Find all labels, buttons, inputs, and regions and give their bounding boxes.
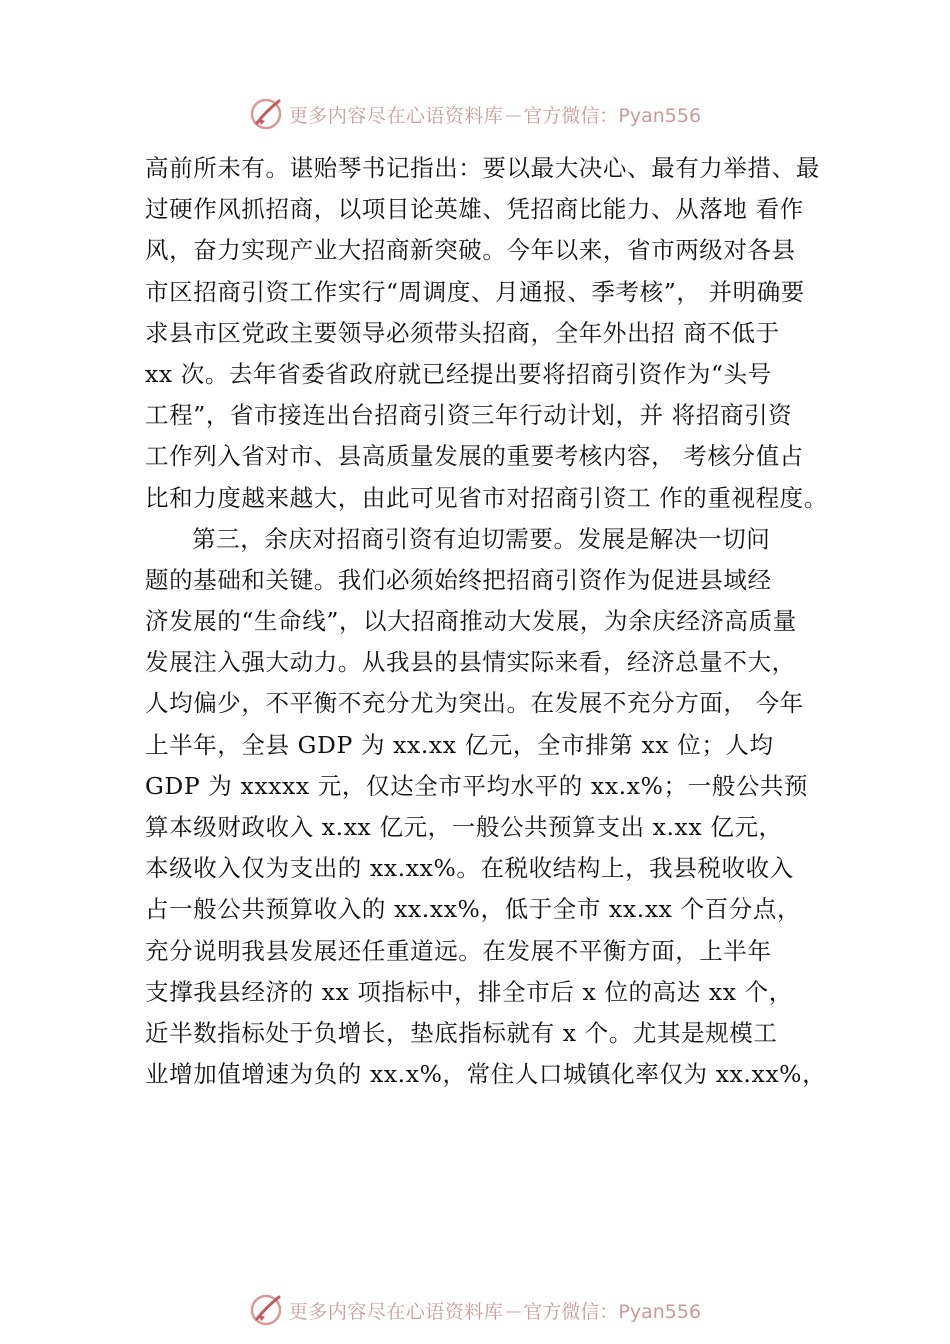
body-line: 工程”，省市接连出台招商引资三年行动计划，并 将招商引资 — [145, 401, 793, 430]
library-logo-icon — [249, 97, 283, 131]
paragraph-start-line: 第三，余庆对招商引资有迫切需要。发展是解决一切问 — [192, 524, 771, 553]
header-banner — [0, 94, 950, 134]
body-line: 比和力度越来越大，由此可见省市对招商引资工 作的重视程度。 — [145, 483, 828, 512]
footer-banner-text: 更多内容尽在心语资料库 — [288, 1300, 504, 1323]
body-line: 上半年，全县 GDP 为 xx.xx 亿元，全市排第 xx 位；人均 — [145, 730, 774, 759]
body-line: 充分说明我县发展还任重道远。在发展不平衡方面，上半年 — [145, 936, 772, 965]
body-line: xx 次。去年省委省政府就已经提出要将招商引资作为“头号 — [145, 359, 772, 388]
body-line: 求县市区党政主要领导必须带头招商，全年外出招 商不低于 — [145, 318, 780, 347]
body-line: 市区招商引资工作实行“周调度、月通报、季考核”， 并明确要 — [145, 277, 805, 306]
body-line: 题的基础和关键。我们必须始终把招商引资作为促进县域经 — [145, 565, 772, 594]
footer-banner — [0, 1290, 950, 1330]
body-line: GDP 为 xxxxx 元，仅达全市平均水平的 xx.x%；一般公共预 — [145, 771, 809, 800]
body-line: 占一般公共预算收入的 xx.xx%，低于全市 xx.xx 个百分点， — [145, 895, 802, 924]
body-line: 业增加值增速为负的 xx.x%，常住人口城镇化率仅为 xx.xx%， — [145, 1060, 827, 1089]
body-line: 过硬作风抓招商，以项目论英雄、凭招商比能力、从落地 看作 — [145, 195, 804, 224]
body-line: 支撑我县经济的 xx 项指标中，排全市后 x 位的高达 xx 个， — [145, 977, 793, 1006]
body-line: 人均偏少，不平衡不充分尤为突出。在发展不充分方面， 今年 — [145, 689, 804, 718]
body-line: 工作列入省对市、县高质量发展的重要考核内容， 考核分值占 — [145, 442, 804, 471]
document-body — [145, 148, 835, 1095]
body-line: 算本级财政收入 x.xx 亿元，一般公共预算支出 x.xx 亿元， — [145, 813, 783, 841]
body-line: 高前所未有。谌贻琴书记指出：要以最大决心、最有力举措、最 — [145, 154, 820, 182]
body-line: 风，奋力实现产业大招商新突破。今年以来，省市两级对各县 — [145, 236, 796, 265]
library-logo-icon — [249, 1293, 283, 1327]
body-line: 本级收入仅为支出的 xx.xx%。在税收结构上，我县税收收入 — [145, 854, 794, 883]
header-banner-separator: — — [505, 104, 522, 124]
footer-banner-wechat: 官方微信：Pyan556 — [523, 1300, 702, 1323]
footer-banner-separator: — — [505, 1300, 522, 1320]
header-banner-text: 更多内容尽在心语资料库 — [288, 104, 504, 127]
body-line: 近半数指标处于负增长，垫底指标就有 x 个。尤其是规模工 — [145, 1018, 778, 1047]
body-line: 发展注入强大动力。从我县的县情实际来看，经济总量不大， — [145, 648, 796, 677]
header-banner-wechat: 官方微信：Pyan556 — [523, 104, 702, 127]
body-line: 济发展的“生命线”，以大招商推动大发展，为余庆经济高质量 — [145, 607, 797, 636]
